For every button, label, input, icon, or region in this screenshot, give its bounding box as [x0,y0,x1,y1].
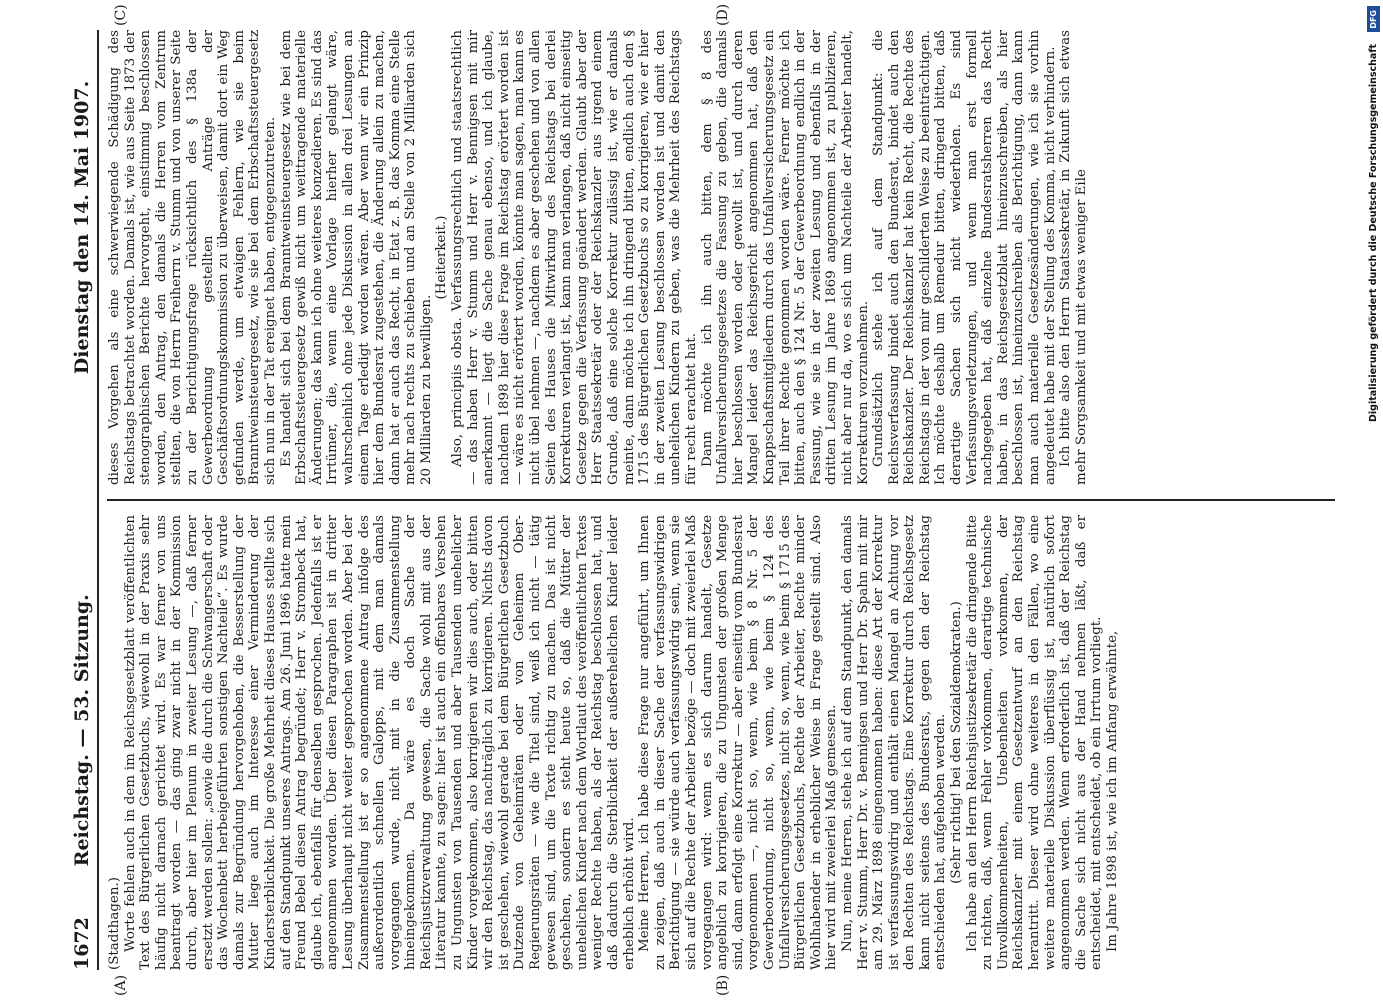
paragraph: Ich habe an den Herrn Reichsjustizsekretär die dringende Bitte zu richten, daß, wenn Fehler vorkommen, derartige technische Unvollkommenheiten, Unebenheiten vorkommen, der Reichskanzler mit einem Gesetzentwurf an den Reichstag herantritt. Dieser wird ohne weiteres in den Fällen, wo eine weitere materielle Diskussion überflüssig ist, natürlich sofort angenommen werden. Wenn erforderlich ist, daß der Reichstag die Sache sich nicht aus der Hand nehmen läßt, daß er entscheidet, mit entscheidet, ob ein Irrtum vorliegt. [964,515,1105,970]
paragraph: Meine Herren, ich habe diese Frage nur angeführt, um Ihnen zu zeigen, daß auch in dieser Sache der verfassungswidrigen Berichtigung — sie würde auch verfassungswidrig sein, wenn sie sich auf die Rechte der Arbeiter bezöge — doch mit zweierlei Maß vorgegangen wird: wenn es sich darum handelt, Gesetze angeblich zu korrigieren, die zu Ungunsten der großen Menge sind, dann erfolgt eine Korrektur — aber einseitig vom Bundesrat vorgenommen —, nicht so, wenn, wie beim § 8 Nr. 5 der Gewerbeordnung, nicht so, wenn, wie beim § 124 des Unfallversicherungsgesetzes, nicht so, wenn, wie beim § 1715 des Bürgerlichen Gesetzbuchs, Rechte der Arbeiter, Rechte minder Wohlhabender in erheblicher Weise in Frage gestellt sind. Also hier wird mit zweierlei Maß gemessen. [637,515,840,970]
document-page [65,0,1335,1000]
column-divider [107,499,1335,501]
paragraph: Ich bitte also den Herrn Staatssekretär, in Zukunft sich etwas mehr Sorgsamkeit und mit etwas weniger Eile [1058,30,1089,485]
interjection: (Sehr richtig! bei den Sozialdemokraten.) [949,601,965,884]
paragraph: Grundsätzlich stehe ich auf dem Standpunkt: die Reichsverfassung bindet auch den Bundesrat, bindet auch den Reichskanzler. Der Reichskanzler hat kein Recht, die Rechte des Reichstags in der von mir geschilderten Weise zu beeinträchtigen. Ich möchte deshalb um Remedur bitten, dringend bitten, daß derartige Sachen sich nicht wiederholen. Es sind Verfassungsverletzungen, und wenn man erst formell nachgegeben hat, daß einzelne Bundesratsherren das Recht haben, in das Reichsgesetzblatt hineinzuschreiben, als hier beschlossen ist, hineinzuschreiben als Berichtigung, dann kann man auch materielle Gesetzesänderungen, wie ich sie vorhin angedeutet habe mit der Stellung des Komma, nicht verhindern. [871,30,1058,485]
header-right-title: Dienstag den 14. Mai 1907. [71,80,93,375]
marker-a: (A) [113,974,129,996]
paragraph: Nun, meine Herren, stehe ich auf dem Standpunkt, den damals Herr v. Stumm, Herr Dr. v. Bennigsen und Herr Dr. Spahn mit mir am 29. März 1898 eingenommen haben: diese Art der Korrektur ist verfassungswidrig und enthält einen Mangel an Achtung vor den Rechten des Reichstags. Eine Korrektur durch Reichsgesetz kann nicht seitens des Bundesrats, gegen den der Reichstag entschieden hat, aufgehoben werden. [839,515,949,970]
paragraph: dieses Vorgehen als eine schwerwiegende Schädigung des Reichstags betrachtet worden. Damals ist, wie aus Seite 1873 der stenographischen Berichte hervorgeht, einstimmig beschlossen worden, den Antrag, den damals die Herren vom Zentrum stellten, die von Herrn Freiherrn v. Stumm und von unserer Seite zu der Berichtigungsfrage rücksichtlich des § 138a der Gewerbeordnung gestellten Anträge der Geschäftsordnungskommission zu überweisen, damit dort ein Weg gefunden werde, um etwaigen Fehlern, wie sie beim Branntweinsteuergesetz, wie sie bei dem Erbschaftssteuergesetz sich nun in der Tat ereignet haben, entgegenzutreten. [107,30,278,485]
dfg-logo-icon: DFG [1367,6,1380,32]
paragraph: Worte fehlen auch in dem im Reichsgesetzblatt veröffentlichten Text des Bürgerlichen Gesetzbuchs, wiewohl in der Praxis sehr häufig nicht darnach gerichtet wird. Es war ferner von uns beantragt worden — das ging zwar nicht in der Kommission durch, aber hier im Plenum in zweiter Lesung —, daß ferner ersetzt werden sollen: „sowie die durch die Schwangerschaft oder das Wochenbett herbeigeführten sonstigen Nachteile“. Es wurde damals zur Begründung hervorgehoben, die Besserstellung der Mutter liege auch im Interesse einer Verminderung der Kindersterblichkeit. Die große Mehrheit dieses Hauses stellte sich auf den Standpunkt unseres Antrags. Am 26. Juni 1896 hatte mein Freund Bebel diesen Antrag begründet; Herr v. Strombeck hat, glaube ich, ebenfalls für denselben gesprochen. Jedenfalls ist er angenommen worden. Über diesen Paragraphen ist in dritter Lesung überhaupt nicht weiter gesprochen worden. Aber bei der Zusammenstellung ist er so angenommene Antrag infolge des außerordentlich schnellen Galopps, mit dem man damals vorgegangen wurde, nicht mit in die Zusammenstellung hineingekommen. Da wäre es doch Sache der Reichsjustizverwaltung gewesen, die Sache wohl mit aus der Literatur kannte, zu sagen: hier ist auch ein offenbares Versehen zu Ungunsten von Tausenden und aber Tausenden unehelicher Kinder vorgekommen, also korrigieren wir dies auch, oder bitten wir den Reichstag, das nachträglich zu korrigieren. Nichts davon ist geschehen, wiewohl gerade bei dem Bürgerlichen Gesetzbuch Dutzende von Geheimräten oder von Geheimen Ober-Regierungsräten — wie die Titel sind, weiß ich nicht — tätig gewesen sind, um die Texte richtig zu machen. Das ist nicht geschehen, sondern es steht heute so, daß die Mütter der unehelichen Kinder nach dem Wortlaut des veröffentlichten Textes weniger Rechte haben, als der Reichstag beschlossen hat, und daß dadurch die Sterblichkeit der außerehelichen Kinder leider erheblich erhöht wird. [122,515,637,970]
paragraph: Es handelt sich bei dem Branntweinsteuergesetz wie bei dem Erbschaftssteuergesetz gewiß nicht um weittragende materielle Änderungen; das kann ich ohne weiteres konzedieren. Es sind das Irrtümer, die, wenn eine Vorlage hierher gelangt wäre, wahrscheinlich ohne jede Diskussion in allen drei Lesungen an einem Tage erledigt worden wären. Aber wenn wir ein Prinzip hier dem Bundesrat zugestehen, die Änderung allein zu machen, dann hat er auch das Recht, in Etat z. B. das Komma eine Stelle mehr nach rechts zu schieben und an Stelle von 2 Milliarden sich 20 Milliarden zu bewilligen. [278,30,434,485]
marker-c: (C) [113,4,129,26]
page-number: 1672 [71,917,93,970]
paragraph: Im Jahre 1898 ist, wie ich im Anfang erwähnte, [1105,630,1120,952]
right-column [107,30,1335,485]
paragraph: Also, principiis obsta. Verfassungsrechtlich und staatsrechtlich — das haben Herr v. Stumm und Herr v. Bennigsen mit mir anerkannt — liegt die Sache genau ebenso, und ich glaube, nachdem 1898 hier diese Frage im Reichstag erörtert worden ist — wäre es nicht erörtert worden, könnte man sagen, man kann es nicht übel nehmen —, nachdem es aber geschehen und von allen Seiten des Hauses die Mitwirkung des Reichstags bei derlei Korrekturen verlangt ist, kann man verlangen, daß nicht einseitig Gesetze gegen die Verfassung geändert werden. Glaubt aber der Herr Staatssekretär oder der Reichskanzler aus irgend einem Grunde, daß eine solche Korrektur zulässig ist, wie er damals meinte, dann möchte ich ihn dringend bitten, endlich auch den § 1715 des Bürgerlichen Gesetzbuchs so zu korrigieren, wie er hier in der zweiten Lesung beschlossen worden ist und damit den unehelichen Kindern zu geben, was die Mehrheit des Reichstags für recht erachtet hat. [450,30,699,485]
interjection: (Heiterkeit.) [434,215,450,300]
page-header [65,30,99,970]
paragraph: Dann möchte ich ihn auch bitten, dem § 8 des Unfallversicherungsgesetzes die Fassung zu geben, die damals hier beschlossen worden oder gewollt ist, und durch deren Mangel leider das Reichsgericht angenommen hat, daß den Knappschaftsmitgliedern durch das Unfallversicherungsgesetz ein Teil ihrer Rechte genommen worden wäre. Ferner möchte ich bitten, auch den § 124 Nr. 5 der Gewerbeordnung endlich in der Fassung, wie sie in der zweiten Lesung und ebenfalls in der dritten Lesung im Jahre 1869 angenommen ist, zu publizieren, nicht aber nur da, wo es sich um Nachteile der Arbeiter handelt, Korrekturen vorzunehmen. [699,30,871,485]
marker-b: (B) [715,974,731,996]
left-column [107,515,1335,970]
digitization-note: Digitalisierung gefördert durch die Deutsche Forschungsgemeinschaft [1368,44,1379,422]
header-left-title: Reichstag. — 53. Sitzung. [71,594,93,867]
speaker-tag: (Stadthagen.) [107,877,122,970]
marker-d: (D) [715,3,731,26]
